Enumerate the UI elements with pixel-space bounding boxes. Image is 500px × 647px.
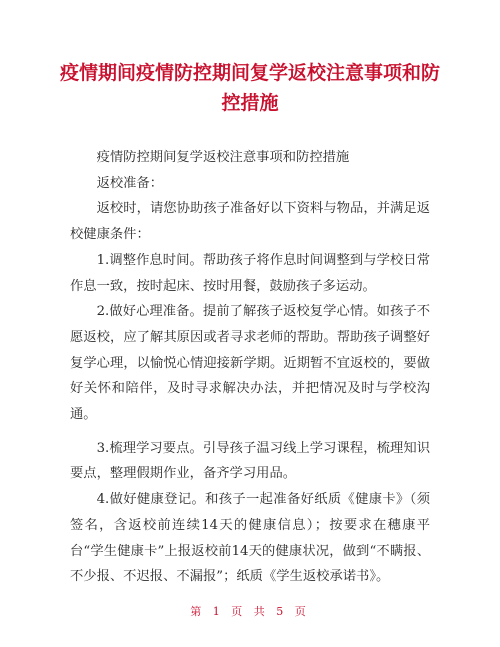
item-paragraph-2: 2.做好心理准备。提前了解孩子返校复学心情。如孩子不愿返校，应了解其原因或者寻求老师的帮助。帮助孩子调整好复学心理，以愉悦心情迎接新学期。近期暂不宜返校的，要做好关怀和陪伴，及时寻求解决办法，并把情况及时与学校沟通。 [70,304,430,423]
item-paragraph-4: 4.做好健康登记。和孩子一起准备好纸质《健康卡》（须签名，含返校前连续14天的健康信息）；按要求在穗康平台“学生健康卡”上报返校前14天的健康状况，做到“不瞒报、不少报、不迟报、不漏报”；纸质《学生返校承诺书》。 [70,492,430,585]
page-footer: 第 1 页 共 5 页 [190,605,310,618]
document-title: 疫情期间疫情防控期间复学返校注意事项和防控措施 [60,62,441,114]
document-body [70,145,430,590]
intro-paragraph: 返校时，请您协助孩子准备好以下资料与物品，并满足返校健康条件： [70,201,430,243]
section-heading: 返校准备： [96,175,164,191]
item-paragraph-3: 3.梳理学习要点。引导孩子温习线上学习课程，梳理知识要点，整理假期作业，备齐学习用品。 [70,440,430,482]
item-paragraph-1: 1.调整作息时间。帮助孩子将作息时间调整到与学校日常作息一致，按时起床、按时用餐，鼓励孩子多运动。 [70,252,430,294]
subtitle-paragraph: 疫情防控期间复学返校注意事项和防控措施 [96,150,350,165]
